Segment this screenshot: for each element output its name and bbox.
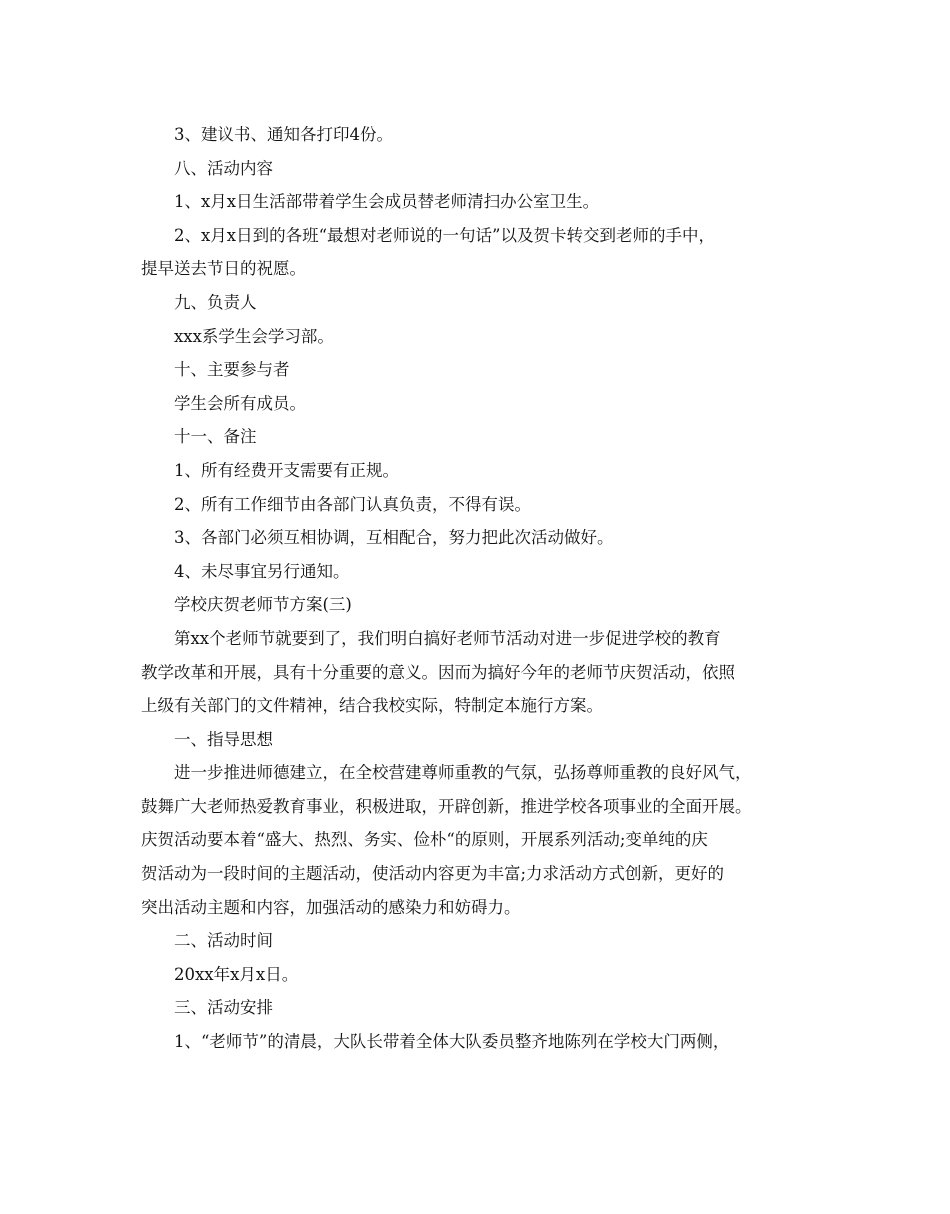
text-line: 第xx个老师节就要到了，我们明白搞好老师节活动对进一步促进学校的教育 bbox=[174, 628, 721, 648]
text-line: 提早送去节日的祝愿。 bbox=[141, 259, 306, 279]
text-line: 上级有关部门的文件精神，结合我校实际，特制定本施行方案。 bbox=[141, 696, 603, 716]
text-line: 1、所有经费开支需要有正规。 bbox=[174, 460, 399, 480]
text-line: 1、“老师节”的清晨，大队长带着全体大队委员整齐地陈列在学校大门两侧， bbox=[174, 1032, 730, 1052]
text-line: 一、指导思想 bbox=[174, 729, 273, 749]
text-line: 1、x月x日生活部带着学生会成员替老师清扫办公室卫生。 bbox=[174, 192, 600, 212]
text-line: 贺活动为一段时间的主题活动，使活动内容更为丰富;力求活动方式创新，更好的 bbox=[141, 864, 725, 884]
text-line: 3、各部门必须互相协调，互相配合，努力把此次活动做好。 bbox=[174, 528, 614, 548]
text-line: 九、负责人 bbox=[174, 292, 257, 312]
text-line: 十一、备注 bbox=[174, 427, 257, 447]
text-line: 学校庆贺老师节方案(三) bbox=[174, 595, 352, 615]
text-line: 十、主要参与者 bbox=[174, 360, 290, 380]
text-line: 20xx年x月x日。 bbox=[174, 964, 299, 984]
text-line: 进一步推进师德建立，在全校营建尊师重教的气氛，弘扬尊师重教的良好风气， bbox=[174, 763, 752, 783]
text-line: 2、x月x日到的各班“最想对老师说的一句话”以及贺卡转交到老师的手中， bbox=[174, 225, 715, 245]
text-line: 庆贺活动要本着“盛大、热烈、务实、俭朴“的原则，开展系列活动;变单纯的庆 bbox=[141, 830, 708, 850]
text-line: 突出活动主题和内容，加强活动的感染力和妨碍力。 bbox=[141, 897, 521, 917]
document-body bbox=[141, 118, 831, 1059]
text-line: 二、活动时间 bbox=[174, 931, 273, 951]
text-line: 3、建议书、通知各打印4份。 bbox=[174, 125, 393, 144]
text-line: 三、活动安排 bbox=[174, 998, 273, 1018]
text-line: 八、活动内容 bbox=[174, 158, 273, 178]
text-line: 学生会所有成员。 bbox=[174, 393, 306, 413]
text-line: 鼓舞广大老师热爱教育事业，积极进取，开辟创新，推进学校各项事业的全面开展。 bbox=[141, 796, 752, 816]
text-line: 4、未尽事宜另行通知。 bbox=[174, 561, 350, 581]
text-line: 教学改革和开展，具有十分重要的意义。因而为搞好今年的老师节庆贺活动，依照 bbox=[141, 662, 735, 682]
text-line: 2、所有工作细节由各部门认真负责，不得有误。 bbox=[174, 494, 531, 514]
text-line: xxx系学生会学习部。 bbox=[174, 326, 334, 346]
